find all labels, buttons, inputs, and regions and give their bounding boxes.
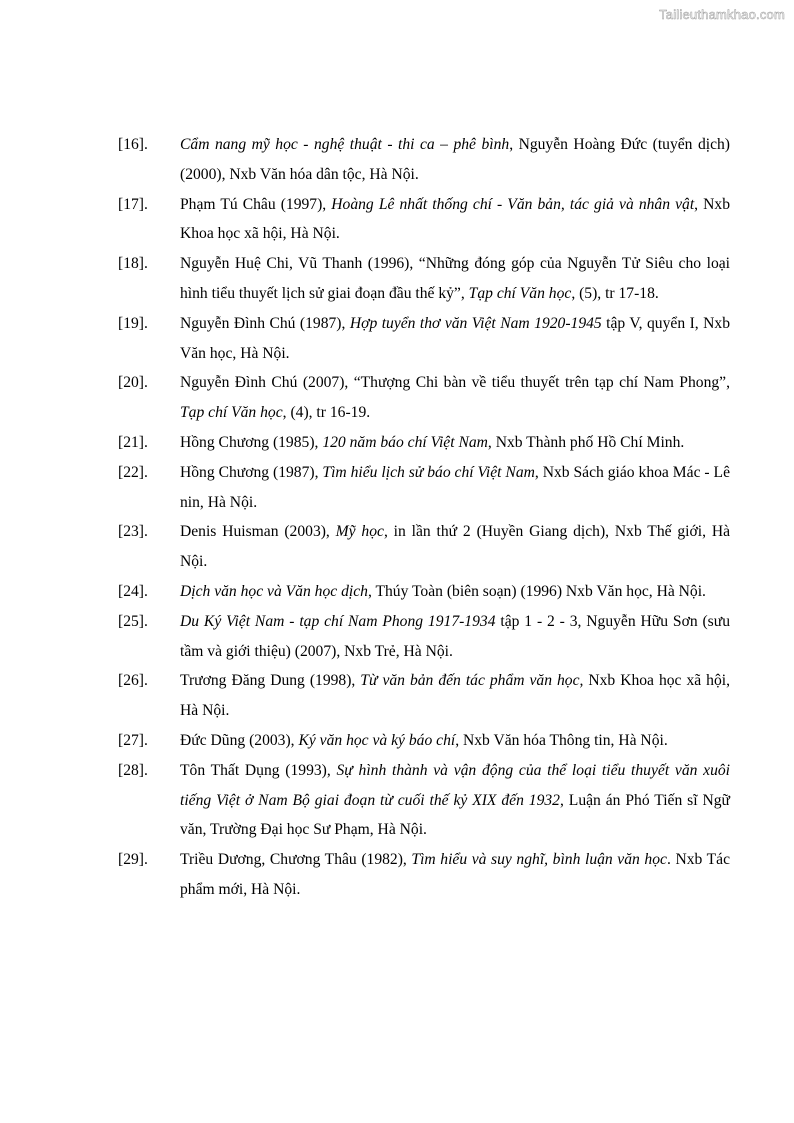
reference-number: [19]. [118,314,148,332]
reference-detail: , Nxb Sách giáo khoa Mác - Lê nin, Hà Nội. [180,463,730,511]
reference-title: Hoàng Lê nhất thống chí - Văn bản, tác giả và nhân vật [331,195,695,213]
reference-text [180,458,730,518]
reference-item [118,517,730,577]
reference-text [180,428,730,458]
reference-detail: Đức Dũng (2003), [180,731,299,749]
reference-item [118,845,730,905]
reference-item [118,428,730,458]
reference-detail: , (4), tr 16-19. [282,404,371,422]
reference-title: Tạp chí Văn học [180,404,283,422]
reference-title: Tìm hiểu lịch sử báo chí Việt Nam [322,463,535,481]
reference-detail: Nguyễn Đình Chú (1987), [180,314,350,332]
reference-number: [23]. [118,523,148,541]
reference-text [180,577,730,607]
reference-text [180,368,730,428]
reference-item [118,577,730,607]
reference-detail: Hồng Chương (1985), [180,433,323,451]
reference-item [118,309,730,369]
reference-title: 120 năm báo chí Việt Nam [322,433,488,451]
reference-number: [29]. [118,851,148,869]
watermark: Tailieuthamkhao.com [659,7,785,22]
reference-title: Mỹ học [335,523,384,541]
reference-detail: Triều Dương, Chương Thâu (1982), [180,851,412,869]
reference-item [118,607,730,667]
reference-number: [28]. [118,761,148,779]
reference-number: [26]. [118,672,148,690]
reference-text [180,517,730,577]
reference-number: [22]. [118,463,148,481]
reference-detail: Nxb Khoa học xã hội, Hà Nội. [180,672,730,720]
reference-item [118,726,730,756]
reference-title: Sự hình thành và vận động của thể loại tiểu thuyết văn xuôi tiếng Việt ở Nam Bộ giai đoạn từ cuối thế kỷ XIX đến 1932 [180,761,730,809]
reference-detail: Tôn Thất Dụng (1993), [180,761,337,779]
reference-title: Hợp tuyển thơ văn Việt Nam 1920-1945 [349,314,602,332]
reference-number: [25]. [118,612,148,630]
reference-number: [24]. [118,582,148,600]
reference-number: [18]. [118,255,148,273]
reference-title: Du Ký Việt Nam - tạp chí Nam Phong 1917-1934 [180,612,496,630]
reference-item [118,458,730,518]
reference-item [118,249,730,309]
reference-number: [16]. [118,136,148,153]
reference-text [180,309,730,369]
reference-item [118,190,730,250]
reference-title: Tìm hiểu và suy nghĩ, bình luận văn học [411,851,667,869]
reference-number: [20]. [118,374,148,392]
reference-title: Ký văn học và ký báo chí [298,731,456,749]
reference-text [180,607,730,667]
reference-text [180,726,730,756]
reference-detail: tập V, quyển I, Nxb Văn học, Hà Nội. [180,314,730,362]
reference-detail: Nguyễn Huệ Chi, Vũ Thanh (1996), “Những đóng góp của Nguyễn Tử Siêu cho loại hình tiểu thuyết lịch sử giai đoạn đầu thế kỷ”, [180,255,730,302]
reference-item [118,666,730,726]
reference-detail: , Nguyễn Hoàng Đức (tuyển dịch) (2000), Nxb Văn hóa dân tộc, Hà Nội. [180,136,730,183]
reference-text [180,756,730,845]
reference-title: Dịch văn học và Văn học dịch [180,582,368,600]
reference-text [180,845,730,905]
reference-title: Cẩm nang mỹ học - nghệ thuật - thi ca – phê bình [180,136,510,153]
reference-detail: tập 1 - 2 - 3, Nguyễn Hữu Sơn (sưu tầm và giới thiệu) (2007), Nxb Trẻ, Hà Nội. [180,612,730,660]
reference-text [180,249,730,309]
reference-detail: , Nxb Khoa học xã hội, Hà Nội. [180,195,730,243]
reference-detail: . Nxb Tác phẩm mới, Hà Nội. [180,851,730,898]
reference-detail: Hồng Chương (1987), [180,463,323,481]
reference-title: Từ văn bản đến tác phẩm văn học, [360,672,584,690]
reference-text [180,190,730,250]
reference-detail: Trương Đăng Dung (1998), [180,672,361,690]
reference-title: Tạp chí Văn học [468,284,572,302]
reference-detail: , Nxb Văn hóa Thông tin, Hà Nội. [455,731,668,749]
reference-item [118,756,730,845]
reference-detail: , Luận án Phó Tiến sĩ Ngữ văn, Trường Đại học Sư Phạm, Hà Nội. [180,791,730,839]
reference-item [118,130,730,190]
reference-number: [17]. [118,195,148,213]
reference-text [180,130,730,190]
reference-detail: Nguyễn Đình Chú (2007), “Thượng Chi bàn về tiểu thuyết trên tạp chí Nam Phong”, [180,374,730,392]
reference-text [180,666,730,726]
reference-detail: , (5), tr 17-18. [571,284,659,302]
reference-number: [27]. [118,731,148,749]
reference-detail: , Nxb Thành phố Hồ Chí Minh. [487,433,685,451]
reference-detail: Phạm Tú Châu (1997), [180,195,332,213]
reference-detail: , Thúy Toàn (biên soạn) (1996) Nxb Văn học, Hà Nội. [367,582,706,600]
reference-number: [21]. [118,433,148,451]
reference-detail: , in lần thứ 2 (Huyền Giang dịch), Nxb Thế giới, Hà Nội. [180,523,730,571]
reference-list [118,130,730,905]
reference-detail: Denis Huisman (2003), [180,523,336,541]
reference-item [118,368,730,428]
